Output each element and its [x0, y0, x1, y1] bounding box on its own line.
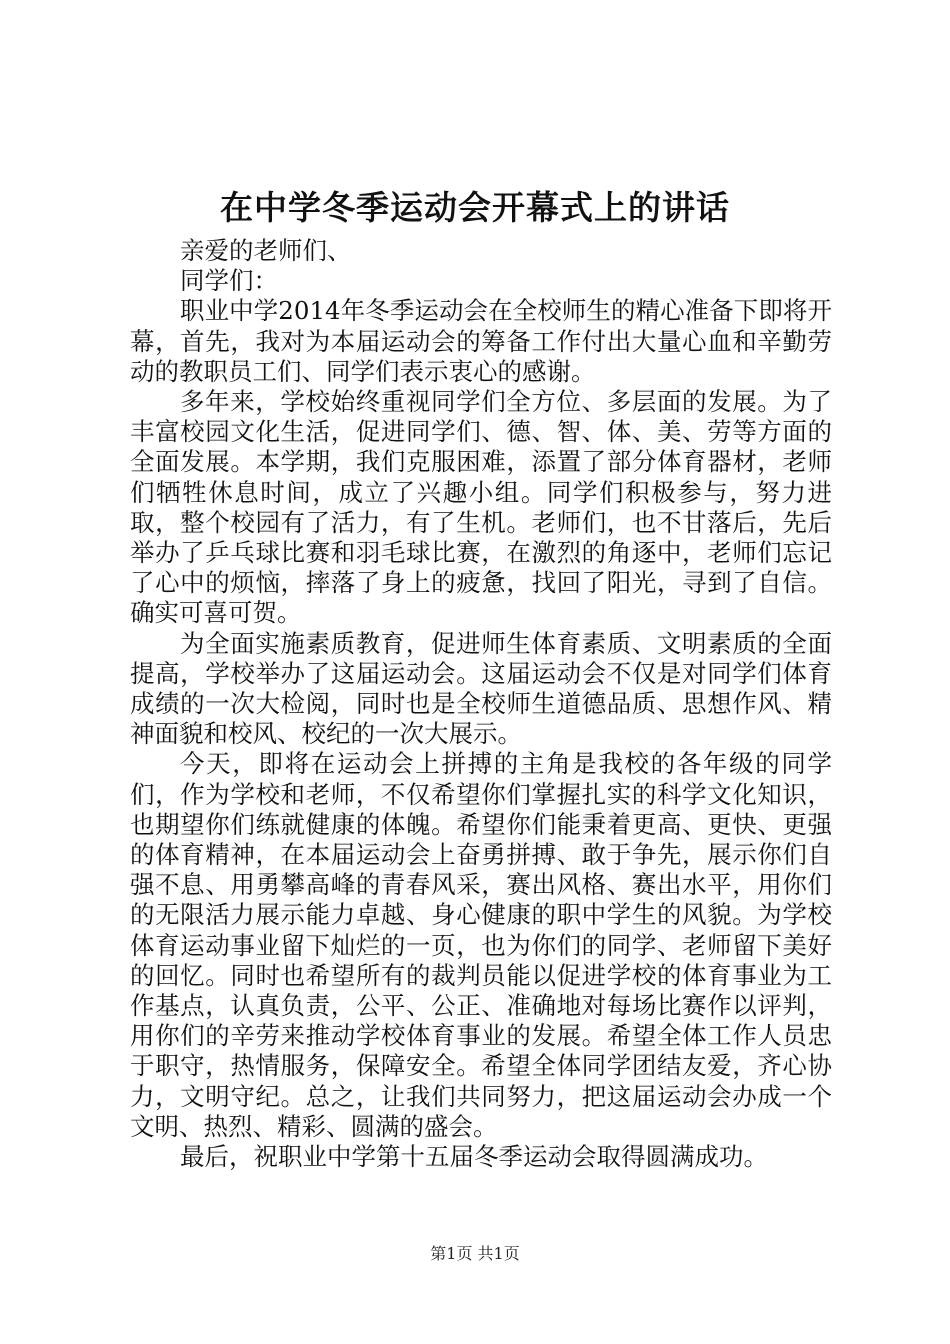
- salutation-line-1: 亲爱的老师们、: [180, 236, 352, 265]
- paragraph-opening: 职业中学2014年冬季运动会在全校师生的精心准备下即将开幕，首先，我对为本届运动会的筹备工作付出大量心血和辛勤劳动的教职员工们、同学们表示衷心的感谢。: [130, 296, 832, 386]
- salutation-line-2: 同学们：: [180, 266, 278, 296]
- document-title: 在中学冬季运动会开幕式上的讲话: [220, 188, 730, 227]
- paragraph-closing: 最后，祝职业中学第十五届冬季运动会取得圆满成功。: [180, 1142, 768, 1172]
- page-number-footer: 第1页 共1页: [430, 1244, 520, 1263]
- paragraph-quality-education: 为全面实施素质教育，促进师生体育素质、文明素质的全面提高，学校举办了这届运动会。这届运动会不仅是对同学们体育成绩的一次大检阅，同时也是全校师生道德品质、思想作风、精神面貌和校风、校纪的一次大展示。: [130, 628, 832, 749]
- paragraph-school-development: 多年来，学校始终重视同学们全方位、多层面的发展。为了丰富校园文化生活，促进同学们、德、智、体、美、劳等方面的全面发展。本学期，我们克服困难，添置了部分体育器材，老师们牺牲休息时间，成立了兴趣小组。同学们积极参与，努力进取，整个校园有了活力，有了生机。老师们，也不甘落后，先后举办了乒乓球比赛和羽毛球比赛，在激烈的角逐中，老师们忘记了心中的烦恼，摔落了身上的疲惫，找回了阳光，寻到了自信。确实可喜可贺。: [130, 387, 832, 628]
- paragraph-expectations: 今天，即将在运动会上拼搏的主角是我校的各年级的同学们，作为学校和老师，不仅希望你们掌握扎实的科学文化知识，也期望你们练就健康的体魄。希望你们能秉着更高、更快、更强的体育精神，在本届运动会上奋勇拼搏、敢于争先，展示你们自强不息、用勇攀高峰的青春风采，赛出风格、赛出水平，用你们的无限活力展示能力卓越、身心健康的职中学生的风貌。为学校体育运动事业留下灿烂的一页，也为你们的同学、老师留下美好的回忆。同时也希望所有的裁判员能以促进学校的体育事业为工作基点，认真负责，公平、公正、准确地对每场比赛作以评判，用你们的辛劳来推动学校体育事业的发展。希望全体工作人员忠于职守，热情服务，保障安全。希望全体同学团结友爱，齐心协力，文明守纪。总之，让我们共同努力，把这届运动会办成一个文明、热烈、精彩、圆满的盛会。: [130, 749, 832, 1141]
- document-body: [130, 236, 832, 1172]
